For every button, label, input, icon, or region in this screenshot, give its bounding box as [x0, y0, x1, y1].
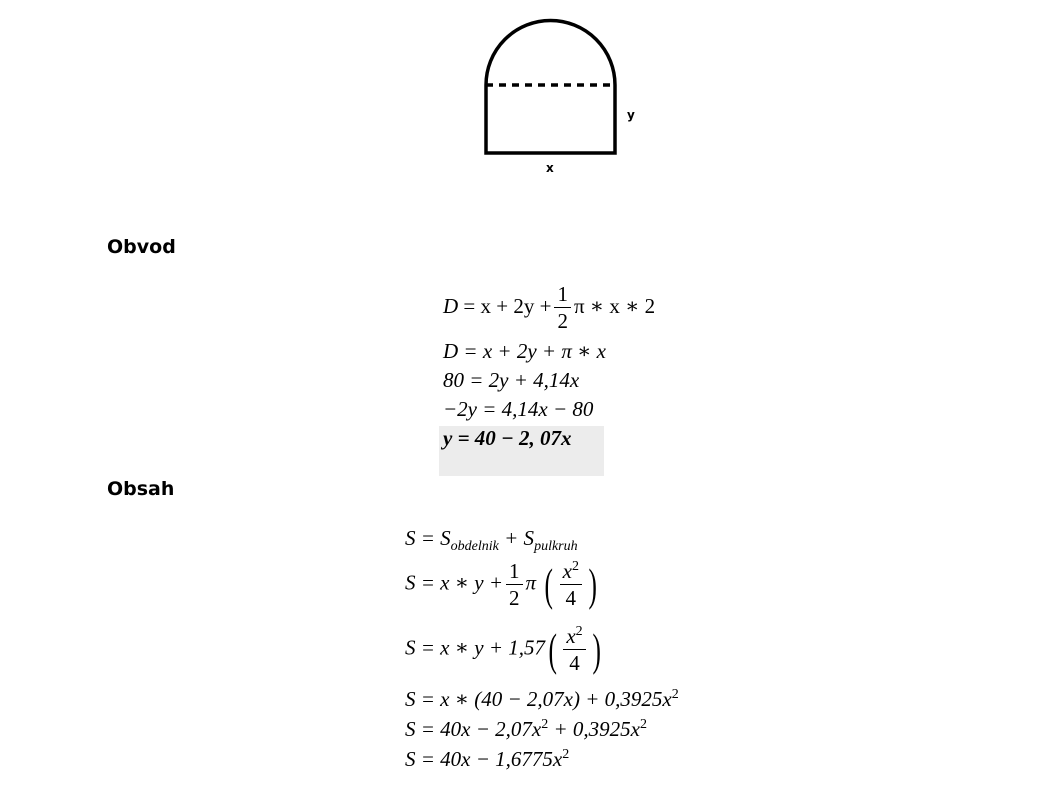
perimeter-eq-4: −2y = 4,14x − 80: [443, 397, 594, 421]
area-eq-1: $S = S_{obdelnik} + S_{pulkruh}$: [405, 526, 578, 555]
label-x: x: [546, 161, 554, 175]
perimeter-eq-result: y = 40 − 2, 07x: [443, 426, 572, 450]
area-eq-5: $S = 40x - 2,07x^2 + 0,3925x^2$: [405, 717, 647, 741]
perimeter-eq-1: D = x + 2y + $\frac{1}{2}$ π ∗ x ∗ 2: [443, 282, 656, 333]
rectangle-outline: [486, 85, 615, 153]
shape-diagram: [470, 10, 660, 185]
perimeter-eq-3: 80 = 2y + 4,14x: [443, 368, 580, 392]
semicircle-arc: [486, 21, 615, 85]
area-eq-3: S = x ∗ y + 1,57( $\frac{x^2}{4}$ ): [405, 623, 601, 675]
perimeter-heading: Obvod: [107, 236, 176, 258]
perimeter-eq-2: D = x + 2y + π ∗ x: [443, 339, 606, 363]
area-heading: Obsah: [107, 478, 175, 500]
label-y: y: [627, 108, 635, 122]
area-eq-6: $S = 40x - 1,6775x^2$: [405, 747, 570, 771]
area-eq-2: S = x ∗ y + $\frac{1}{2}$ π ( $\frac{x^2}{4}$ ): [405, 558, 597, 610]
area-eq-4: S = x ∗ $(40 - 2,07x) + 0,3925x^2$: [405, 687, 679, 711]
